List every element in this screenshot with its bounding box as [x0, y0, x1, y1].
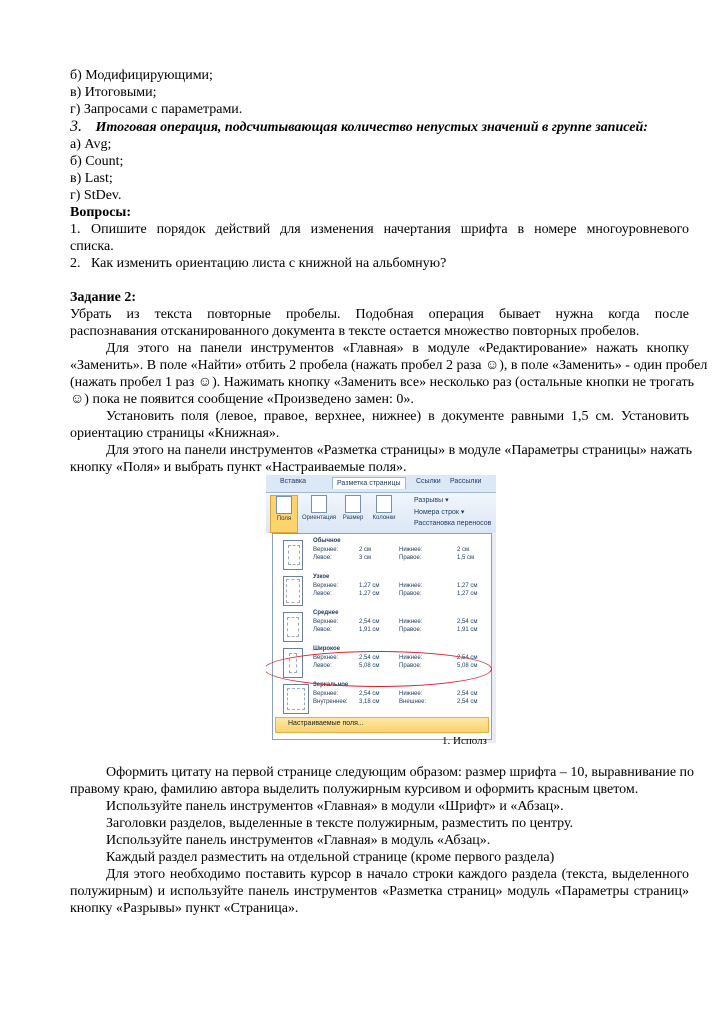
questions-title: Вопросы: — [70, 205, 131, 220]
p6-l3: кнопку «Разрывы» пункт «Страница». — [70, 901, 299, 916]
line-numbers-button[interactable]: Номера строк ▾ — [414, 509, 465, 516]
tab-insert[interactable]: Вставка — [280, 478, 307, 485]
q3-option-a: а) Avg; — [70, 137, 112, 152]
size-button[interactable]: Размер — [340, 495, 366, 521]
margin-option[interactable]: Узкое Верхнее: 1,27 см Нижнее: 1,27 см Левое: 1,27 см Правое: 1,27 см — [275, 574, 487, 610]
hyphenation-button[interactable]: Расстановка переносов — [414, 520, 492, 527]
behind-text: 1. Исполз — [442, 735, 487, 745]
tab-page-layout[interactable]: Разметка страницы — [332, 477, 406, 489]
p5-l1: Оформить цитату на первой странице следующим образом: размер шрифта – 10, выравнивание по — [106, 765, 695, 780]
question-item-1-num: 1. — [70, 222, 81, 237]
question-3 — [70, 119, 648, 136]
task2-p4-l1: Для этого на панели инструментов «Разметка страницы» в модуле «Параметры страницы» нажать — [106, 443, 692, 458]
task2-p1-l1: Убрать из текста повторные пробелы. Подобная операция бывает нужна когда после — [70, 307, 689, 322]
page-thumbnail-icon — [283, 540, 303, 570]
question-text: Итоговая операция, подсчитывающая количество непустых значений в группе записей: — [95, 120, 648, 135]
instruction-4: Каждый раздел разместить на отдельной странице (кроме первого раздела) — [106, 850, 555, 865]
margin-option[interactable]: Широкое Верхнее: 2,54 см Нижнее: 2,54 см Левое: 5,08 см Правое: 5,08 см — [275, 646, 487, 682]
orientation-button[interactable]: Ориентация — [302, 495, 336, 521]
q3-option-g: г) StDev. — [70, 188, 122, 203]
task2-title: Задание 2: — [70, 290, 136, 305]
margin-option[interactable]: Обычное Верхнее: 2 см Нижнее: 2 см Левое: 3 см Правое: 1,5 см — [275, 538, 487, 574]
highlight-oval — [266, 651, 492, 687]
q3-option-v: в) Last; — [70, 171, 113, 186]
tab-references[interactable]: Ссылки — [416, 478, 441, 485]
task2-p2-l2: «Заменить». В поле «Найти» отбить 2 пробела (нажать пробел 2 раза ☺), в поле «Заменить» - один пробел — [70, 358, 708, 373]
custom-margins-item[interactable]: Настраиваемые поля... — [275, 717, 489, 733]
margins-button[interactable]: Поля — [270, 495, 298, 533]
task2-p3-l1: Установить поля (левое, правое, верхнее, нижнее) в документе равными 1,5 см. Установить — [106, 409, 689, 424]
page-thumbnail-icon — [283, 612, 303, 642]
p6-l2: полужирным) и используйте панель инструментов «Разметка страниц» модуль «Параметры страниц» — [70, 884, 689, 899]
tab-mailings[interactable]: Рассылки — [450, 478, 482, 485]
task2-p3-l2: ориентацию страницы «Книжная». — [70, 426, 280, 441]
page-thumbnail-icon — [283, 684, 309, 714]
margins-icon — [276, 496, 292, 514]
margin-option[interactable]: Зеркальное Верхнее: 2,54 см Нижнее: 2,54 см Внутреннее: 3,18 см Внешнее: 2,54 см — [275, 682, 487, 718]
task2-p2-l3: (нажать пробел 1 раз ☺). Нажимать кнопку «Заменить все» несколько раз (остальные кнопки не трогать — [70, 375, 695, 390]
p5-l2: правому краю, фамилию автора выделить полужирным курсивом и оформить красным цветом. — [70, 782, 639, 797]
option-b: б) Модифицирующими; — [70, 68, 213, 83]
margin-option[interactable]: Среднее Верхнее: 2,54 см Нижнее: 2,54 см Левое: 1,91 см Правое: 1,91 см — [275, 610, 487, 646]
question-item-1-cont: списка. — [70, 239, 114, 254]
margins-dropdown — [272, 533, 492, 740]
option-v: в) Итоговыми; — [70, 85, 157, 100]
q3-option-b: б) Count; — [70, 154, 124, 169]
question-item-2-num: 2. — [70, 256, 81, 271]
question-number: 3. — [70, 118, 82, 135]
task2-p2-l4: ☺) пока не появится сообщение «Произведено замен: 0». — [70, 392, 414, 407]
size-icon — [345, 495, 361, 513]
ribbon — [266, 493, 496, 533]
task2-p2-l1: Для этого на панели инструментов «Главная» в модуле «Редактирование» нажать кнопку — [106, 341, 689, 356]
instruction-1: Используйте панель инструментов «Главная» в модули «Шрифт» и «Абзац». — [106, 799, 564, 814]
breaks-button[interactable]: Разрывы ▾ — [414, 497, 449, 504]
task2-p1-l2: распознавания отсканированного документа в тексте остается множество повторных пробелов. — [70, 324, 640, 339]
ribbon-tabs — [266, 475, 496, 493]
task2-p4-l2: кнопку «Поля» и выбрать пункт «Настраиваемые поля». — [70, 460, 407, 475]
margins-menu-screenshot — [266, 475, 496, 745]
columns-button[interactable]: Колонки — [370, 495, 398, 521]
question-item-2: Как изменить ориентацию листа с книжной на альбомную? — [91, 256, 447, 271]
question-item-1: Опишите порядок действий для изменения начертания шрифта в номере многоуровневого — [91, 222, 689, 237]
p6-l1: Для этого необходимо поставить курсор в начало строки каждого раздела (текста, выделенного — [106, 867, 689, 882]
orientation-icon — [311, 495, 327, 513]
instruction-3: Используйте панель инструментов «Главная» в модуль «Абзац». — [106, 833, 491, 848]
instruction-2: Заголовки разделов, выделенные в тексте полужирным, разместить по центру. — [106, 816, 574, 831]
columns-icon — [376, 495, 392, 513]
option-g: г) Запросами с параметрами. — [70, 102, 243, 117]
page-thumbnail-icon — [283, 576, 303, 606]
